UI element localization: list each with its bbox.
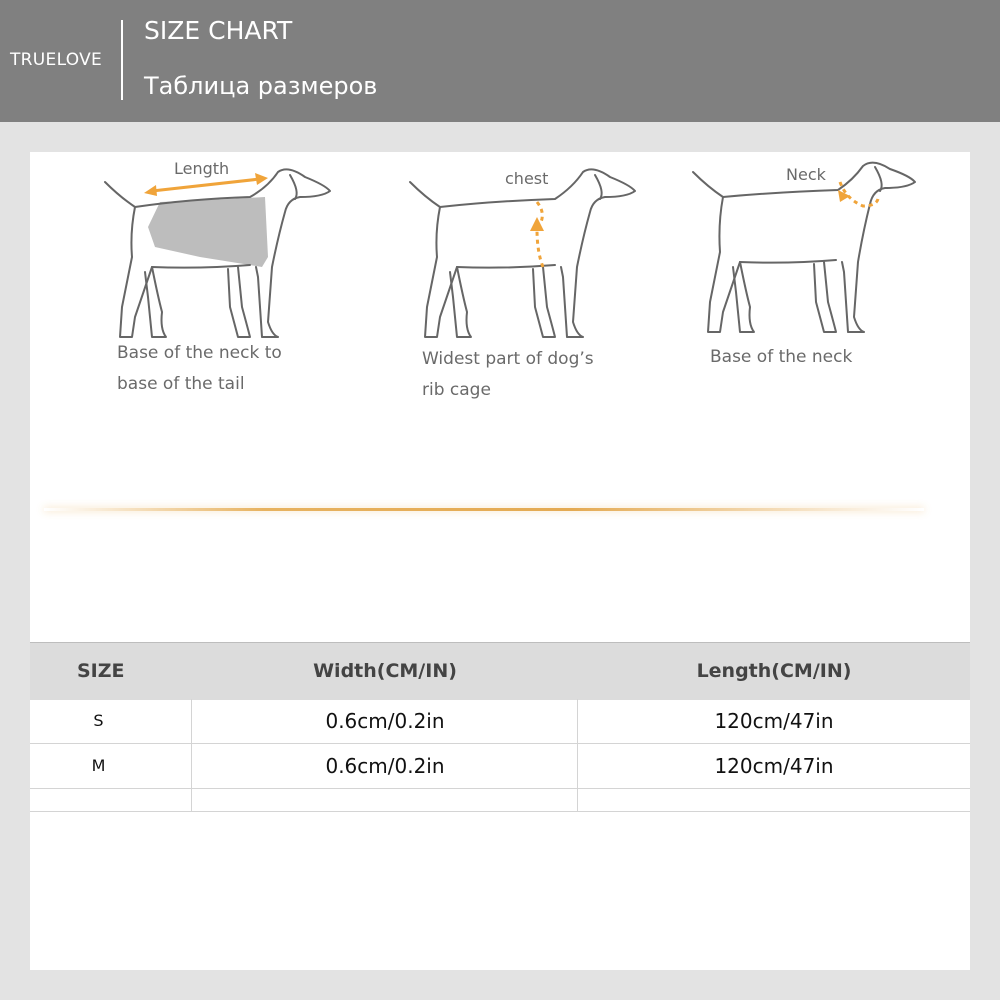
header-divider <box>121 20 123 100</box>
chest-caption-line1: Widest part of dog’s <box>422 349 594 369</box>
length-caption <box>117 338 282 400</box>
length-label: Length <box>174 159 230 178</box>
cell-length <box>578 789 970 811</box>
column-divider <box>577 699 578 812</box>
table-row <box>30 744 970 789</box>
dog-length-icon <box>100 157 380 357</box>
cell-size <box>30 789 167 811</box>
cell-size: M <box>91 756 106 775</box>
page-subtitle: Таблица размеров <box>144 72 378 100</box>
brand-name: TRUELOVE <box>10 50 103 70</box>
page-title: SIZE CHART <box>144 16 293 45</box>
chest-caption-line2: rib cage <box>422 380 491 400</box>
cell-length: 120cm/47in <box>714 754 834 778</box>
chest-label: chest <box>505 169 549 188</box>
dog-neck-icon <box>688 154 968 354</box>
cell-width <box>192 789 578 811</box>
table-row <box>30 789 970 812</box>
cell-length: 120cm/47in <box>714 709 834 733</box>
neck-label: Neck <box>786 165 826 184</box>
header-length: Length(CM/IN) <box>696 660 852 682</box>
header-banner <box>0 0 1000 122</box>
length-diagram <box>100 157 380 357</box>
size-chart-panel <box>30 152 970 970</box>
neck-caption <box>710 342 852 373</box>
cell-size: S <box>93 711 104 730</box>
header-size: SIZE <box>77 660 125 682</box>
table-header <box>30 642 970 700</box>
length-caption-line1: Base of the neck to <box>117 343 282 363</box>
neck-caption-line1: Base of the neck <box>710 347 853 367</box>
length-caption-line2: base of the tail <box>117 374 245 394</box>
table-row <box>30 699 970 744</box>
accent-divider <box>44 508 924 511</box>
cell-width: 0.6cm/0.2in <box>325 709 445 733</box>
column-divider <box>191 699 192 812</box>
chest-caption <box>422 344 594 406</box>
header-width: Width(CM/IN) <box>313 660 457 682</box>
cell-width: 0.6cm/0.2in <box>325 754 445 778</box>
neck-diagram <box>688 154 968 354</box>
chest-diagram <box>405 157 685 357</box>
